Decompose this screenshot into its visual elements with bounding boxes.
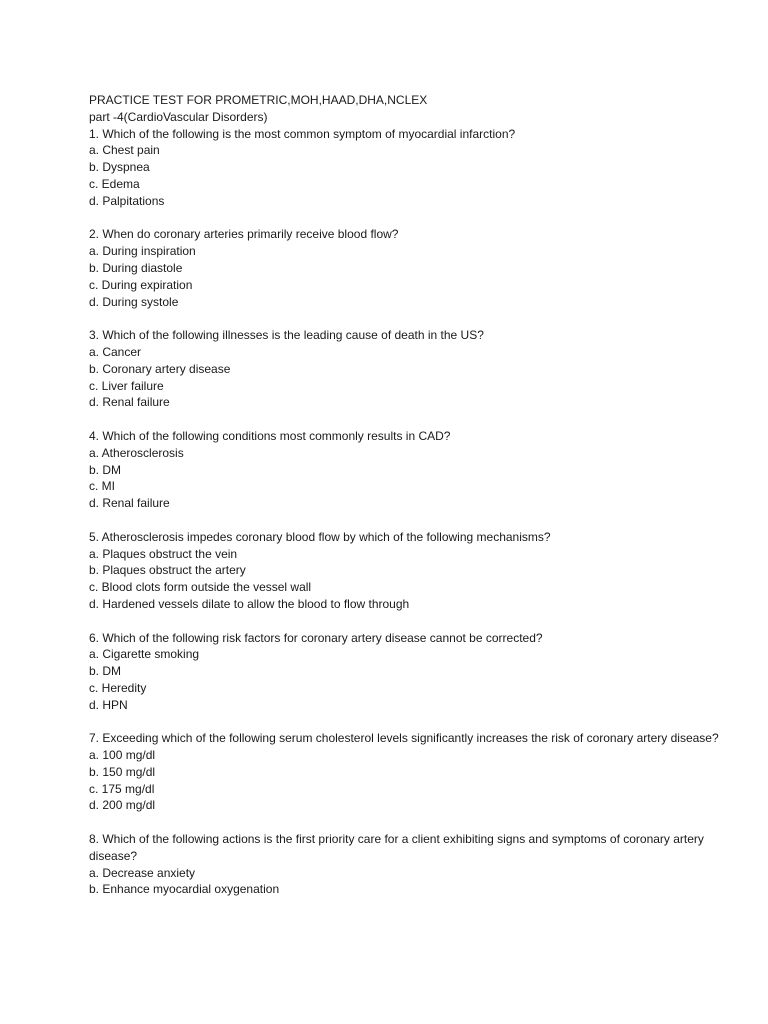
answer-option: d. 200 mg/dl [89,798,156,813]
answer-option: b. 150 mg/dl [89,764,156,779]
answer-option: a. Cigarette smoking [89,647,200,662]
question-block [89,226,749,310]
question-block [89,630,749,714]
answer-option: a. 100 mg/dl [89,748,156,763]
question-block [89,831,749,898]
question-block [89,529,749,613]
answer-option: c. MI [89,479,115,494]
answer-option: d. Palpitations [89,193,165,208]
answer-option: c. Edema [89,176,140,191]
answer-option: c. Blood clots form outside the vessel wall [89,580,312,595]
answer-option: d. Renal failure [89,395,170,410]
answer-option: a. During inspiration [89,244,196,259]
question-block [89,730,749,814]
question-text: 2. When do coronary arteries primarily receive blood flow? [89,227,399,242]
answer-option: d. HPN [89,697,128,712]
answer-option: b. Dyspnea [89,160,150,175]
answer-option: c. Heredity [89,680,147,695]
answer-option: a. Plaques obstruct the vein [89,546,238,561]
question-block [89,428,749,512]
answer-option: b. Coronary artery disease [89,361,231,376]
document-page [89,92,749,915]
document-title: PRACTICE TEST FOR PROMETRIC,MOH,HAAD,DHA,NCLEX [89,93,428,107]
question-text: 6. Which of the following risk factors for coronary artery disease cannot be corrected? [89,630,543,645]
question-text: 4. Which of the following conditions most commonly results in CAD? [89,428,451,443]
question-text: 5. Atherosclerosis impedes coronary blood flow by which of the following mechanisms? [89,529,551,544]
question-block [89,327,749,411]
question-text: 1. Which of the following is the most common symptom of myocardial infarction? [89,126,516,141]
question-text: 7. Exceeding which of the following serum cholesterol levels significantly increases the risk of coronary artery disease? [89,731,719,746]
question-text: 3. Which of the following illnesses is the leading cause of death in the US? [89,328,484,343]
answer-option: b. DM [89,664,122,679]
answer-option: a. Chest pain [89,143,160,158]
answer-option: c. 175 mg/dl [89,781,155,796]
document-subtitle: part -4(CardioVascular Disorders) [89,109,268,124]
answer-option: a. Cancer [89,344,142,359]
answer-option: c. Liver failure [89,378,164,393]
question-block [89,126,749,210]
answer-option: b. Enhance myocardial oxygenation [89,882,280,897]
answer-option: a. Atherosclerosis [89,445,184,460]
answer-option: c. During expiration [89,277,193,292]
answer-option: b. DM [89,462,122,477]
answer-option: b. During diastole [89,260,183,275]
answer-option: b. Plaques obstruct the artery [89,563,246,578]
answer-option: d. Renal failure [89,496,170,511]
question-text: 8. Which of the following actions is the first priority care for a client exhibiting signs and symptoms of coronary artery disease? [89,832,704,863]
answer-option: d. Hardened vessels dilate to allow the blood to flow through [89,596,410,611]
answer-option: d. During systole [89,294,179,309]
answer-option: a. Decrease anxiety [89,865,196,880]
